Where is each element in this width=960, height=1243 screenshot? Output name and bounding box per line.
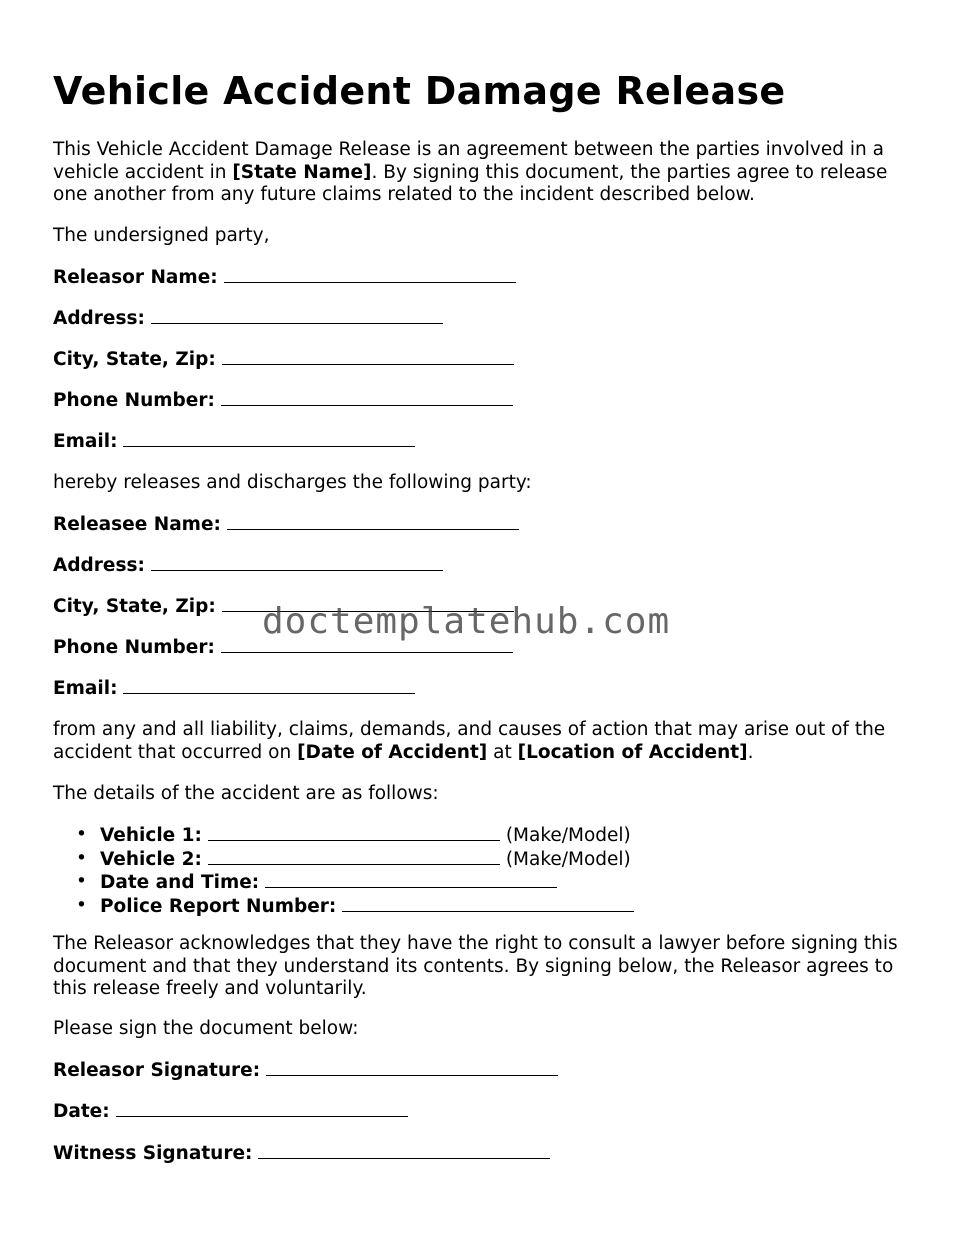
date-field [53,1100,913,1124]
vehicle-2-suffix: (Make/Model) [505,848,631,870]
accident-details-list [53,824,634,919]
releasor-address-blank[interactable] [151,307,443,324]
intro-paragraph [53,139,913,207]
list-item [53,848,634,872]
date-of-accident-placeholder: [Date of Accident] [297,741,488,763]
intro-line-1: This Vehicle Accident Damage Release is an agreement between the parties involved in a [53,139,884,160]
bullet-icon: • [76,871,87,893]
releasee-name-label: Releasee Name: [53,514,221,535]
police-report-label: Police Report Number: [100,896,337,918]
location-of-accident-placeholder: [Location of Accident] [517,741,748,763]
releasee-phone-label: Phone Number: [53,637,215,658]
releasee-email-blank[interactable] [123,677,415,694]
vehicle-1-label: Vehicle 1: [100,825,202,846]
state-name-placeholder: [State Name] [232,161,372,183]
releasor-email-label: Email: [53,431,118,452]
releasor-address-label: Address: [53,308,145,329]
releasor-email-blank[interactable] [123,430,415,447]
witness-signature-label: Witness Signature: [53,1143,253,1164]
releasee-email-label: Email: [53,678,118,699]
releasee-address-label: Address: [53,555,145,576]
watermark: doctemplatehub.com [262,601,671,642]
releasee-city-label: City, State, Zip: [53,596,216,617]
hereby-text: hereby releases and discharges the following party: [53,472,532,493]
witness-signature-field [53,1142,913,1166]
releasor-city-blank[interactable] [222,348,514,365]
vehicle-1-suffix: (Make/Model) [505,825,631,846]
liability-line-1: from any and all liability, claims, demands, and causes of action that may arise out of the [53,719,886,740]
undersigned-text: The undersigned party, [53,225,270,246]
vehicle-1-blank[interactable] [208,824,500,841]
releasee-name-field [53,513,913,537]
releasor-signature-label: Releasor Signature: [53,1060,261,1081]
bullet-icon: • [76,895,87,917]
intro-line-2-end: . By signing this document, the parties agree to release [371,161,888,183]
vehicle-2-label: Vehicle 2: [100,848,202,870]
releasor-email-field [53,430,913,454]
intro-line-3: one another from any future claims related to the incident described below. [53,184,755,205]
liability-line-2-start: accident that occurred on [53,741,298,763]
sign-prompt: Please sign the document below: [53,1018,359,1039]
date-time-blank[interactable] [265,871,557,888]
releasor-signature-blank[interactable] [266,1059,558,1076]
vehicle-2-blank[interactable] [208,848,500,865]
releasee-name-blank[interactable] [227,513,519,530]
releasor-city-label: City, State, Zip: [53,349,216,370]
releasor-city-field [53,348,913,372]
liability-paragraph [53,719,913,764]
list-item [53,871,634,895]
date-label: Date: [53,1101,110,1122]
liability-line-2-end: . [747,741,754,763]
police-report-blank[interactable] [342,895,634,912]
releasor-name-label: Releasor Name: [53,267,218,288]
releasee-address-blank[interactable] [151,554,443,571]
releasee-address-field [53,554,913,578]
date-blank[interactable] [116,1100,408,1117]
date-time-label: Date and Time: [100,872,260,894]
list-item [53,895,634,919]
releasor-signature-field [53,1059,913,1083]
acknowledgement-line-2: document and that they understand its contents. By signing below, the Releasor agrees to [53,955,894,977]
releasor-phone-blank[interactable] [221,389,513,406]
releasor-name-blank[interactable] [224,266,516,283]
releasor-phone-label: Phone Number: [53,390,215,411]
releasor-address-field [53,307,913,331]
releasee-email-field [53,677,913,701]
releasor-name-field [53,266,913,290]
witness-signature-blank[interactable] [258,1142,550,1159]
releasor-phone-field [53,389,913,413]
acknowledgement-line-1: The Releasor acknowledges that they have the right to consult a lawyer before signing this [53,933,898,954]
intro-line-2-start: vehicle accident in [53,161,233,183]
acknowledgement-paragraph [53,933,913,1001]
document-title: Vehicle Accident Damage Release [53,69,786,113]
details-intro: The details of the accident are as follows: [53,783,439,804]
bullet-icon: • [76,847,87,869]
bullet-icon: • [76,824,87,845]
liability-line-2-mid: at [487,741,518,763]
acknowledgement-line-3: this release freely and voluntarily. [53,978,367,999]
list-item [53,824,634,848]
